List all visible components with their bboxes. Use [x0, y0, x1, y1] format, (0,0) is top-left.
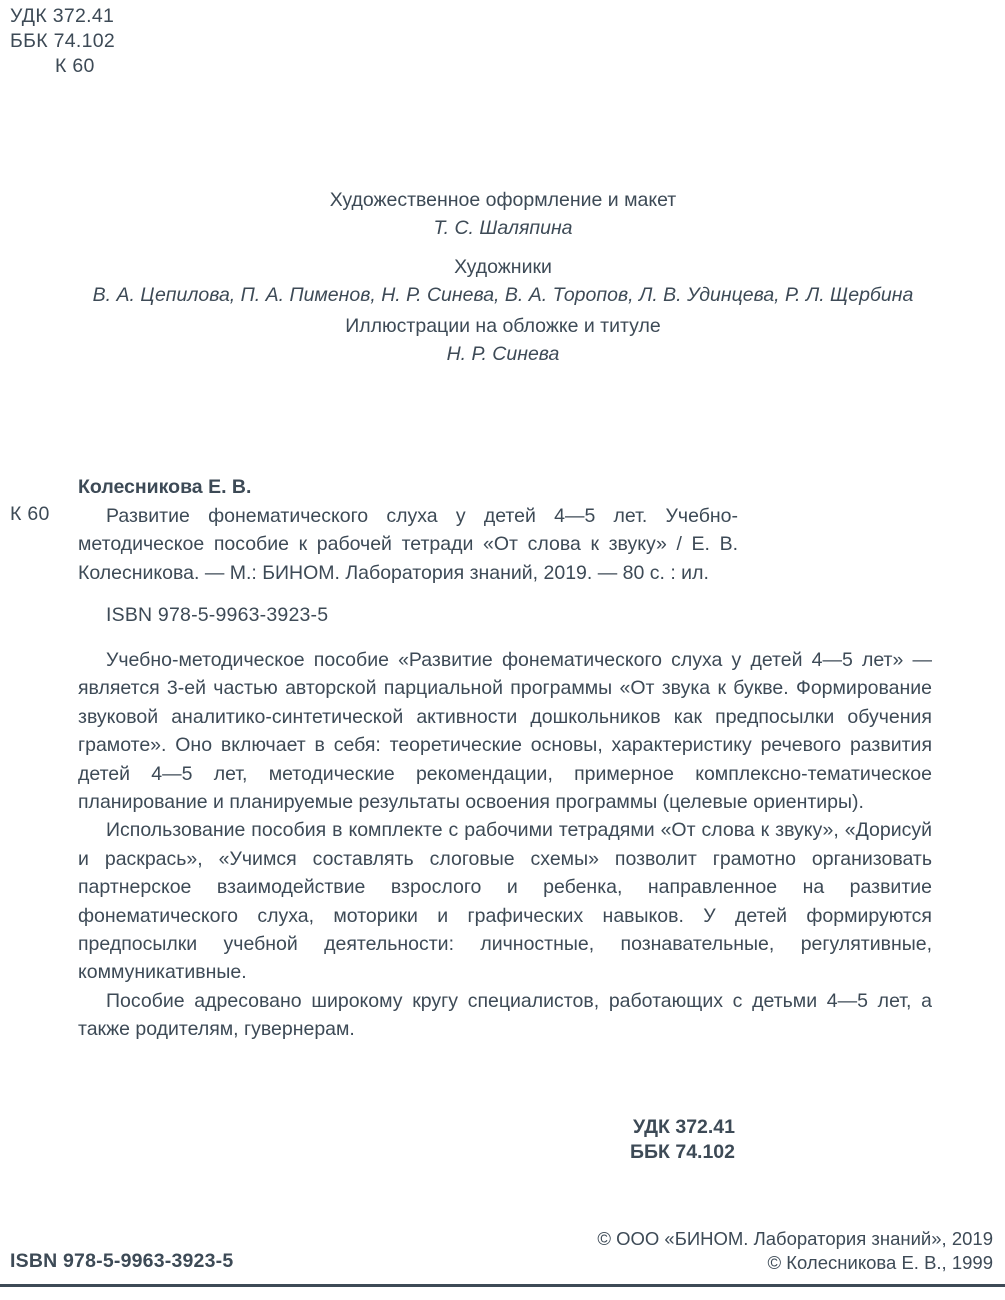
top-classification-codes	[10, 4, 115, 79]
author-name: Колесникова Е. В.	[78, 476, 252, 498]
annotation-block	[78, 646, 932, 1044]
illustrations-label: Иллюстрации на обложке и титуле	[345, 315, 661, 337]
bottom-rule	[0, 1284, 1005, 1287]
artists-names: В. А. Цепилова, П. А. Пименов, Н. Р. Синева, В. А. Торопов, Л. В. Удинцева, Р. Л. Щербина	[92, 284, 914, 306]
catalog-code: К 60	[55, 55, 95, 77]
copyright-author: © Колесникова Е. В., 1999	[767, 1252, 993, 1273]
copyright-block	[597, 1227, 993, 1275]
copyright-publisher: © ООО «БИНОМ. Лаборатория знаний», 2019	[597, 1228, 993, 1249]
annotation-paragraph-3: Пособие адресовано широкому кругу специалистов, работающих с детьми 4—5 лет, а также родителям, гувернерам.	[78, 989, 932, 1041]
annotation-paragraph-1: Учебно-методическое пособие «Развитие фонематического слуха у детей 4—5 лет» — является 3-ей частью авторской парциальной программы «От звука к букве. Формирование звуковой аналитико-синтетической активности дошкольников как предпосылки обучения грамоте». Оно включает в себя: теоретические основы, характеристику речевого развития детей 4—5 лет, методические рекомендации, примерное комплексно-тематическое планирование и планируемые результаты освоения программы (целевые ориентиры).	[78, 649, 932, 814]
bibliographic-description: Развитие фонематического слуха у детей 4—5 лет. Учебно-методическое пособие к рабочей тетради «От слова к звуку» / Е. В. Колесникова. — М.: БИНОМ. Лаборатория знаний, 2019. — 80 с. : ил.	[78, 504, 738, 584]
bibliographic-entry	[78, 473, 738, 630]
annotation-paragraph-2: Использование пособия в комплекте с рабочими тетрадями «От слова к звуку», «Дорисуй и раскрась», «Учимся составлять слоговые схемы» позволит грамотно организовать партнерское взаимодействие взрослого и ребенка, направленное на развитие фонематического слуха, моторики и графических навыков. У детей формируются предпосылки учебной деятельности: личностные, познавательные, регулятивные, коммуникативные.	[78, 819, 932, 984]
isbn-line: ISBN 978-5-9963-3923-5	[106, 604, 329, 626]
bottom-classification-codes	[78, 1115, 735, 1165]
margin-catalog-code: К 60	[10, 503, 50, 525]
artists-label: Художники	[454, 256, 552, 278]
udk-code: УДК 372.41	[10, 5, 115, 27]
illustrations-name: Н. Р. Синева	[446, 343, 560, 365]
footer-isbn: ISBN 978-5-9963-3923-5	[10, 1250, 234, 1272]
bbk-code: ББК 74.102	[10, 30, 116, 52]
credits-block	[70, 186, 936, 368]
design-credit-label: Художественное оформление и макет	[329, 189, 677, 211]
design-credit-name: Т. С. Шаляпина	[433, 217, 573, 239]
bbk-code-bottom: ББК 74.102	[630, 1141, 735, 1163]
udk-code-bottom: УДК 372.41	[633, 1116, 735, 1138]
